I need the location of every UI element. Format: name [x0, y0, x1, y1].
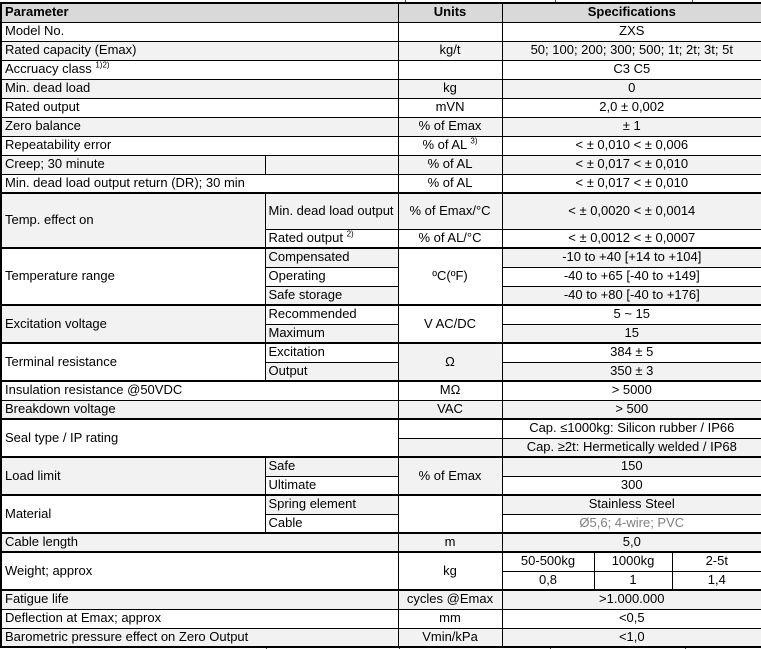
sub-param-cell: Spring element: [265, 495, 398, 514]
units-cell: % of Emax/°C: [398, 193, 502, 229]
param-cell: Seal type / IP rating: [1, 419, 398, 457]
param-cell: Cable length: [1, 533, 398, 552]
spec-cell: Cap. ≤1000kg: Silicon rubber / IP66: [502, 419, 761, 438]
row-weight-capacity-header: [1, 552, 761, 571]
row-dead-load-output-return: [1, 174, 761, 193]
sub-param-cell: Maximum: [265, 324, 398, 343]
specifications-table: [0, 2, 761, 648]
sub-param-cell: Compensated: [265, 248, 398, 267]
spec-cell: ± 1: [502, 117, 761, 136]
param-cell: Weight; approx: [1, 552, 398, 590]
spec-cell: 384 ± 5: [502, 343, 761, 362]
units-cell: Ω: [398, 343, 502, 381]
spec-cell: 150: [502, 457, 761, 476]
units-cell: mm: [398, 609, 502, 628]
param-cell: Model No.: [1, 22, 398, 41]
param-cell: Breakdown voltage: [1, 400, 398, 419]
row-seal-type-1: [1, 419, 761, 438]
spec-cell: < ± 0,017 < ± 0,010: [502, 174, 761, 193]
weight-range-cell: 2-5t: [672, 552, 761, 571]
row-model-no: [1, 22, 761, 41]
units-cell: VAC: [398, 400, 502, 419]
spec-cell: -40 to +65 [-40 to +149]: [502, 267, 761, 286]
spec-cell: -10 to +40 [+14 to +104]: [502, 248, 761, 267]
column-header-specifications: Specifications: [502, 3, 761, 22]
row-creep: [1, 155, 761, 174]
param-cell: Excitation voltage: [1, 305, 265, 343]
spec-cell: < ± 0,017 < ± 0,010: [502, 155, 761, 174]
footnote-marker: 2): [346, 229, 354, 239]
param-cell: Rated output: [1, 98, 398, 117]
units-cell: mVN: [398, 98, 502, 117]
units-cell: % of AL: [398, 155, 502, 174]
units-cell: MΩ: [398, 381, 502, 400]
sub-param-cell: Recommended: [265, 305, 398, 324]
units-cell: % of AL: [398, 174, 502, 193]
spec-cell: C3 C5: [502, 60, 761, 79]
row-min-dead-load: [1, 79, 761, 98]
units-cell: V AC/DC: [398, 305, 502, 343]
row-repeatability-error: [1, 136, 761, 155]
weight-range-cell: 1000kg: [594, 552, 672, 571]
param-cell: Accruacy class $^{1)2)}$: [1, 60, 398, 79]
spec-cell: <1,0: [502, 628, 761, 647]
units-cell: [398, 495, 502, 533]
footnote-marker: 1)2): [95, 60, 110, 70]
param-cell: Temp. effect on: [1, 193, 265, 248]
spec-cell: -40 to +80 [-40 to +176]: [502, 286, 761, 305]
sub-param-cell: Cable: [265, 514, 398, 533]
row-temp-range-compensated: [1, 248, 761, 267]
param-cell: Terminal resistance: [1, 343, 265, 381]
units-cell: [398, 419, 502, 438]
sub-param-cell: Safe: [265, 457, 398, 476]
units-cell: % of AL $^{3)}$: [398, 136, 502, 155]
row-material-spring-element: [1, 495, 761, 514]
spec-cell: ZXS: [502, 22, 761, 41]
spec-cell: 5 ~ 15: [502, 305, 761, 324]
weight-value-cell: 0,8: [502, 571, 594, 590]
spec-cell: < ± 0,010 < ± 0,006: [502, 136, 761, 155]
units-cell: % of Emax: [398, 457, 502, 495]
param-cell: Insulation resistance @50VDC: [1, 381, 398, 400]
row-cable-length: [1, 533, 761, 552]
param-cell: Min. dead load: [1, 79, 398, 98]
spec-cell: 15: [502, 324, 761, 343]
units-cell: kg: [398, 552, 502, 590]
row-zero-balance: [1, 117, 761, 136]
sub-param-cell: Min. dead load output: [265, 193, 398, 229]
row-barometric: [1, 628, 761, 647]
row-deflection: [1, 609, 761, 628]
row-rated-output: [1, 98, 761, 117]
sub-param-cell: Operating: [265, 267, 398, 286]
param-cell: Temperature range: [1, 248, 265, 305]
spec-cell: 2,0 ± 0,002: [502, 98, 761, 117]
sub-param-cell: Excitation: [265, 343, 398, 362]
units-cell: cycles @Emax: [398, 590, 502, 609]
param-cell: Material: [1, 495, 265, 533]
spec-cell: 350 ± 3: [502, 362, 761, 381]
weight-value-cell: 1: [594, 571, 672, 590]
spec-cell: > 5000: [502, 381, 761, 400]
units-cell: [398, 22, 502, 41]
spec-sheet: [0, 2, 761, 648]
units-cell: Vmin/kPa: [398, 628, 502, 647]
row-breakdown-voltage: [1, 400, 761, 419]
sub-param-cell: Ultimate: [265, 476, 398, 495]
param-cell: Min. dead load output return (DR); 30 min: [1, 174, 398, 193]
param-cell: Fatigue life: [1, 590, 398, 609]
spec-cell: >1.000.000: [502, 590, 761, 609]
row-accuracy-class: [1, 60, 761, 79]
spec-cell: 50; 100; 200; 300; 500; 1t; 2t; 3t; 5t: [502, 41, 761, 60]
units-cell: % of Emax: [398, 117, 502, 136]
weight-value-cell: 1,4: [672, 571, 761, 590]
row-fatigue-life: [1, 590, 761, 609]
sub-param-cell: [265, 155, 398, 174]
spec-cell: > 500: [502, 400, 761, 419]
spec-cell: Cap. ≥2t: Hermetically welded / IP68: [502, 438, 761, 457]
row-rated-capacity: [1, 41, 761, 60]
param-cell: Deflection at Emax; approx: [1, 609, 398, 628]
spec-cell: 300: [502, 476, 761, 495]
units-cell: [398, 438, 502, 457]
units-cell: [398, 60, 502, 79]
units-cell: m: [398, 533, 502, 552]
spec-cell: Ø5,6; 4-wire; PVC: [502, 514, 761, 533]
row-insulation-resistance: [1, 381, 761, 400]
row-load-limit-safe: [1, 457, 761, 476]
sub-param-cell: Rated output $^{2)}$: [265, 229, 398, 248]
param-cell: Zero balance: [1, 117, 398, 136]
spec-cell: 0: [502, 79, 761, 98]
param-cell: Repeatability error: [1, 136, 398, 155]
param-cell: Load limit: [1, 457, 265, 495]
units-cell: kg/t: [398, 41, 502, 60]
spec-cell: Stainless Steel: [502, 495, 761, 514]
row-terminal-excitation: [1, 343, 761, 362]
units-cell: kg: [398, 79, 502, 98]
spec-cell: < ± 0,0020 < ± 0,0014: [502, 193, 761, 229]
column-header-parameter: Parameter: [1, 3, 398, 22]
param-cell: Rated capacity (Emax): [1, 41, 398, 60]
spec-cell: 5,0: [502, 533, 761, 552]
row-excitation-recommended: [1, 305, 761, 324]
spec-cell: <0,5: [502, 609, 761, 628]
param-cell: Barometric pressure effect on Zero Output: [1, 628, 398, 647]
sub-param-cell: Safe storage: [265, 286, 398, 305]
weight-range-cell: 50-500kg: [502, 552, 594, 571]
param-cell: Creep; 30 minute: [1, 155, 265, 174]
sub-param-cell: Output: [265, 362, 398, 381]
header-row: [1, 3, 761, 22]
units-cell: ºC(ºF): [398, 248, 502, 305]
spec-cell: < ± 0,0012 < ± 0,0007: [502, 229, 761, 248]
row-temp-effect-min-dead-load: [1, 193, 761, 229]
units-cell: % of AL/°C: [398, 229, 502, 248]
footnote-marker: 3): [470, 136, 478, 146]
column-header-units: Units: [398, 3, 502, 22]
